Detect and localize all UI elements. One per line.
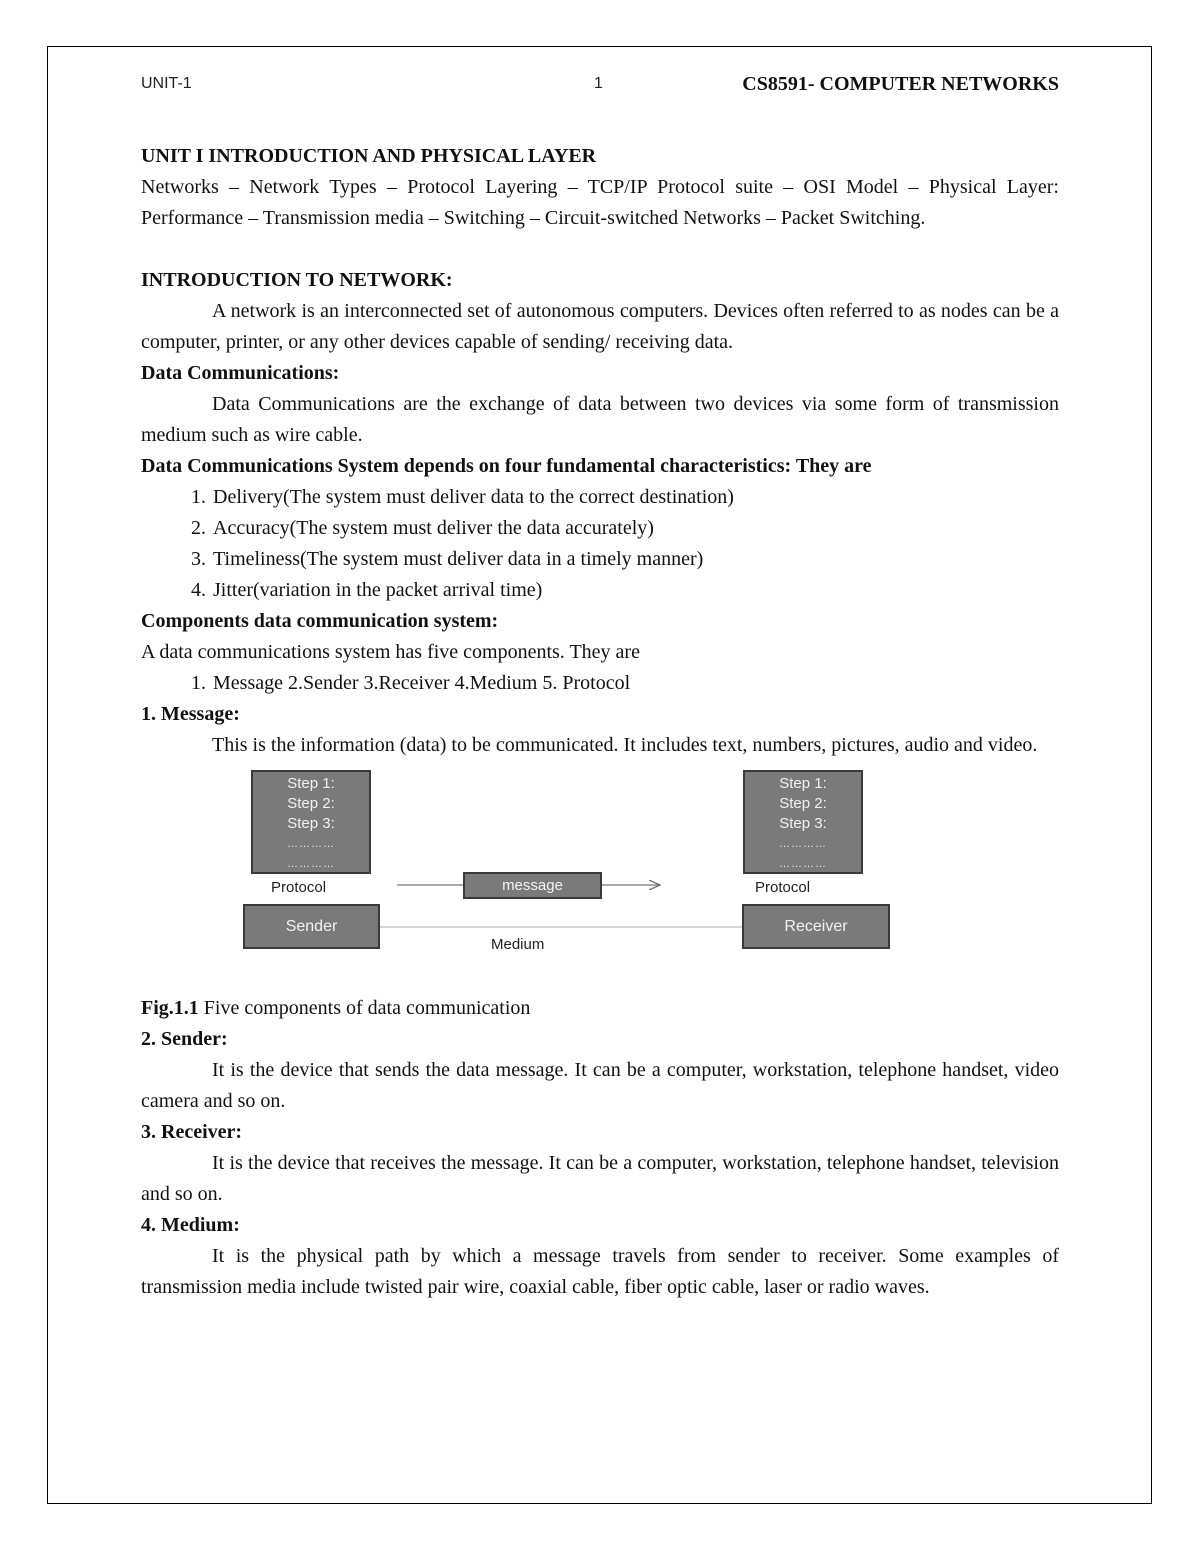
sender-protocol-box <box>251 770 371 874</box>
header-unit: UNIT-1 <box>141 75 192 92</box>
step-line: ………… <box>779 838 827 850</box>
receiver-paragraph: It is the device that receives the message. It can be a computer, workstation, telephone handset, television and so on. <box>141 1152 1059 1205</box>
list-item: 4. Jitter(variation in the packet arrival time) <box>211 575 1059 606</box>
receiver-protocol-box <box>743 770 863 874</box>
components-list <box>141 668 1059 699</box>
list-item: 3. Timeliness(The system must deliver data in a timely manner) <box>211 544 1059 575</box>
components-heading: Components data communication system: <box>141 610 499 632</box>
list-item: 1. Message 2.Sender 3.Receiver 4.Medium 5. Protocol <box>211 668 1059 699</box>
data-comm-heading: Data Communications: <box>141 362 340 384</box>
message-heading: 1. Message: <box>141 703 240 725</box>
sender-paragraph: It is the device that sends the data message. It can be a computer, workstation, telephone handset, video camera and so on. <box>141 1059 1059 1112</box>
step-line: Step 1: <box>287 775 335 792</box>
step-line: ………… <box>287 858 335 870</box>
components-intro: A data communications system has five components. They are <box>141 641 640 663</box>
step-line: ………… <box>779 858 827 870</box>
step-line: Step 2: <box>779 795 827 812</box>
header-page-number: 1 <box>594 75 603 92</box>
sender-box: Sender <box>243 904 380 949</box>
figure-caption <box>141 993 1059 1024</box>
document-body <box>141 141 1059 1303</box>
characteristics-heading: Data Communications System depends on four fundamental characteristics: They are <box>141 455 872 477</box>
step-line: Step 2: <box>287 795 335 812</box>
step-line: Step 1: <box>779 775 827 792</box>
medium-heading: 4. Medium: <box>141 1214 240 1236</box>
message-box: message <box>463 872 602 899</box>
list-item: 1. Delivery(The system must deliver data to the correct destination) <box>211 482 1059 513</box>
data-comm-paragraph: Data Communications are the exchange of data between two devices via some form of transmission medium such as wire cable. <box>141 393 1059 446</box>
intro-paragraph: A network is an interconnected set of autonomous computers. Devices often referred to as nodes can be a computer, printer, or any other devices capable of sending/ receiving data. <box>141 300 1059 353</box>
header-course-title: CS8591- COMPUTER NETWORKS <box>742 73 1059 95</box>
unit-title: UNIT I INTRODUCTION AND PHYSICAL LAYER <box>141 145 597 167</box>
characteristics-list <box>141 482 1059 606</box>
figure-caption-number: Fig.1.1 <box>141 997 199 1019</box>
step-line: Step 3: <box>779 815 827 832</box>
sender-protocol-label: Protocol <box>271 879 327 896</box>
intro-heading: INTRODUCTION TO NETWORK: <box>141 269 453 291</box>
receiver-heading: 3. Receiver: <box>141 1121 243 1143</box>
step-line: Step 3: <box>287 815 335 832</box>
medium-label: Medium <box>491 936 545 953</box>
figure-caption-text: Five components of data communication <box>198 997 531 1019</box>
unit-syllabus: Networks – Network Types – Protocol Layering – TCP/IP Protocol suite – OSI Model – Physical Layer: Performance – Transmission media – Switching – Circuit-switched Networks – Packet Switching. <box>141 176 1059 229</box>
receiver-protocol-label: Protocol <box>755 879 811 896</box>
message-paragraph: This is the information (data) to be communicated. It includes text, numbers, pictures, audio and video. <box>212 734 1038 756</box>
step-line: ………… <box>287 838 335 850</box>
figure-five-components <box>141 768 1059 993</box>
list-item: 2. Accuracy(The system must deliver the data accurately) <box>211 513 1059 544</box>
sender-heading: 2. Sender: <box>141 1028 228 1050</box>
receiver-box: Receiver <box>742 904 890 949</box>
page-header <box>141 73 1059 101</box>
medium-paragraph: It is the physical path by which a message travels from sender to receiver. Some examples of transmission media include twisted pair wire, coaxial cable, fiber optic cable, laser or radio waves. <box>141 1245 1059 1298</box>
